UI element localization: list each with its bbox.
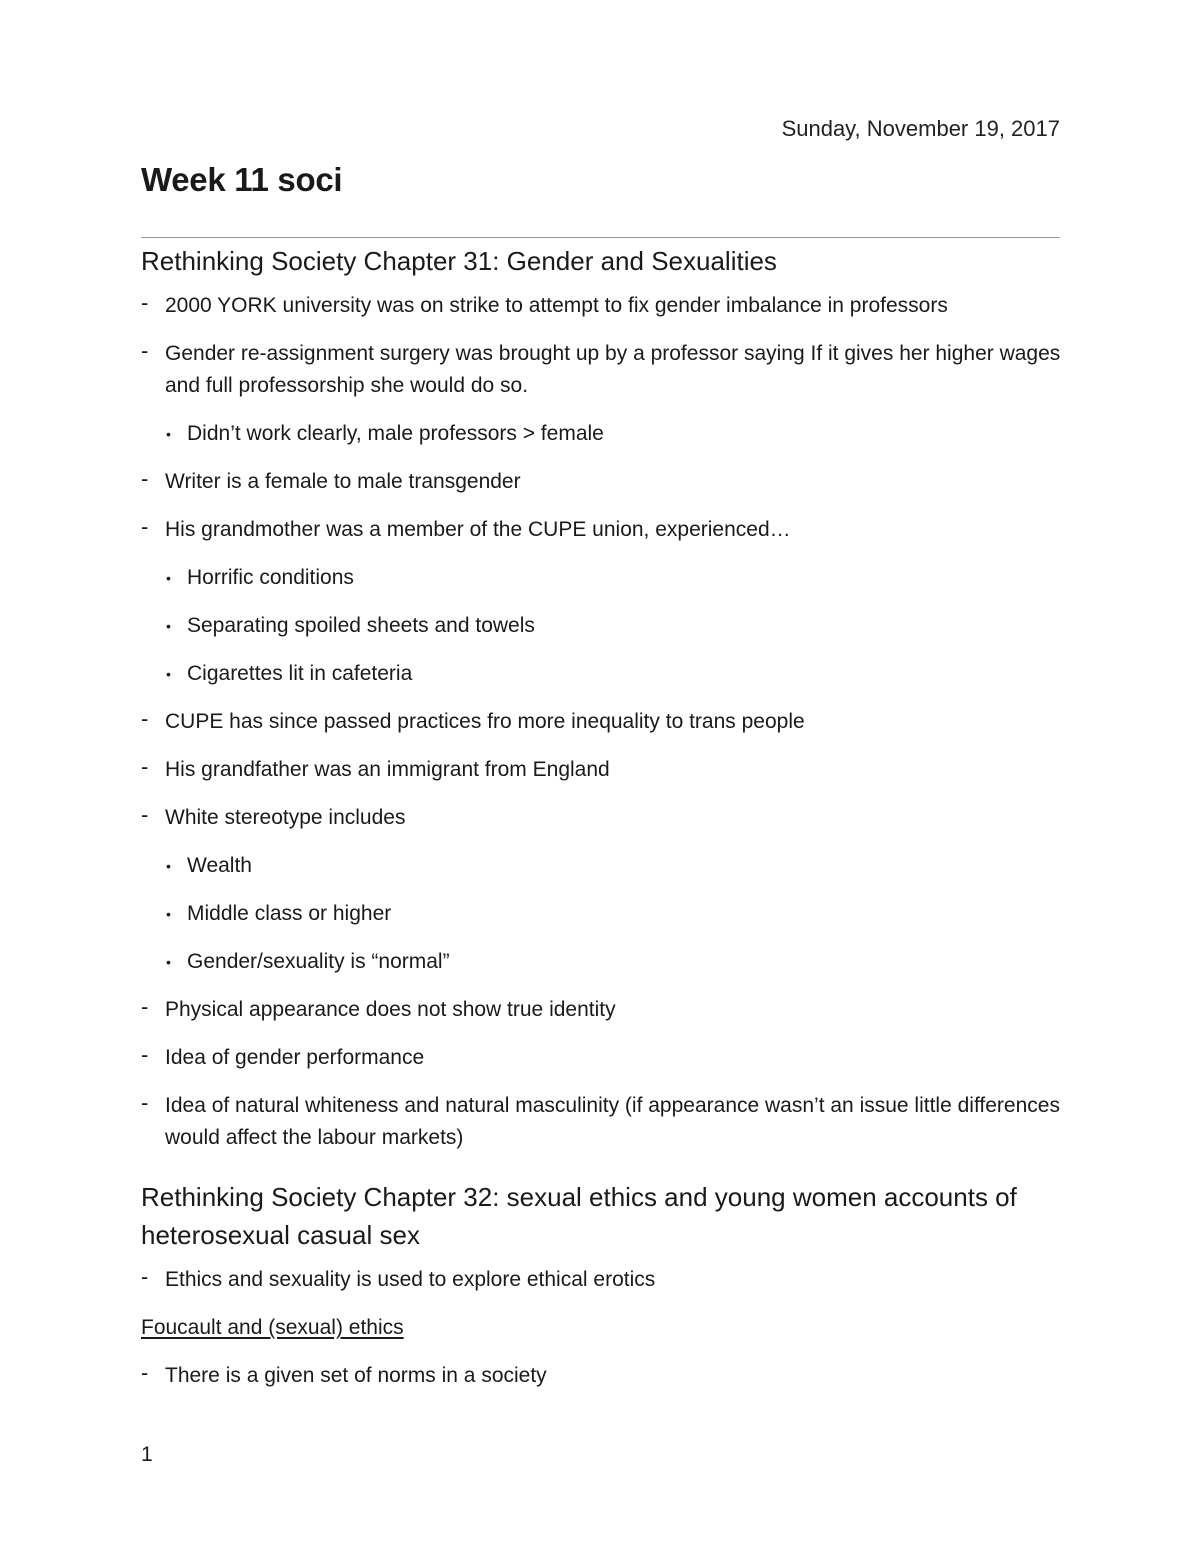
document-date: Sunday, November 19, 2017 [781,116,1060,141]
bullet-marker: • [166,426,171,442]
list-item [141,1090,1061,1154]
sub-list-item-text: Horrific conditions [187,566,354,589]
section2-list [141,1264,1061,1296]
list-item [141,1360,1061,1392]
section-heading: Rethinking Society Chapter 32: sexual ethics and young women accounts of heterosexual casual sex [141,1182,1017,1250]
sub-list-item-text: Separating spoiled sheets and towels [187,614,535,637]
list-item [141,1264,1061,1296]
subsection-heading: Foucault and (sexual) ethics [141,1316,404,1339]
section-heading: Rethinking Society Chapter 31: Gender and Sexualities [141,246,777,276]
section2-sublist [141,1360,1061,1392]
bullet-marker: • [166,666,171,682]
sub-list-item [141,850,1061,882]
list-item [141,706,1061,738]
list-item-text: His grandfather was an immigrant from England [165,758,610,781]
page-number: 1 [141,1443,153,1466]
list-item-text: 2000 YORK university was on strike to attempt to fix gender imbalance in professors [165,294,948,317]
sub-list-item-text: Gender/sexuality is “normal” [187,950,450,973]
sub-list-item [141,418,1061,450]
document-title: Week 11 soci [141,161,343,198]
list-item-text: Ethics and sexuality is used to explore ethical erotics [165,1268,656,1291]
list-item-text: Writer is a female to male transgender [165,470,521,493]
sub-list-item [141,658,1061,690]
dash-marker: - [141,754,149,779]
list-item-text: Idea of natural whiteness and natural masculinity (if appearance wasn’t an issue little differences would affect the labour markets) [165,1094,1060,1149]
list-item-text: CUPE has since passed practices fro more inequality to trans people [165,710,805,733]
list-item-text: Physical appearance does not show true identity [165,998,616,1021]
dash-marker: - [141,338,149,363]
sub-list-item-text: Cigarettes lit in cafeteria [187,662,413,685]
dash-marker: - [141,466,149,491]
dash-marker: - [141,514,149,539]
list-item [141,994,1061,1026]
bullet-marker: • [166,570,171,586]
list-item [141,290,1061,322]
list-item-text: His grandmother was a member of the CUPE union, experienced… [165,518,791,541]
dash-marker: - [141,1264,149,1289]
section1-list [141,290,1061,1154]
list-item [141,802,1061,834]
bullet-marker: • [166,906,171,922]
sub-list-item [141,946,1061,978]
dash-marker: - [141,994,149,1019]
list-item-text: Gender re-assignment surgery was brought up by a professor saying If it gives her higher wages and full professorship she would do so. [165,342,1061,397]
dash-marker: - [141,802,149,827]
bullet-marker: • [166,858,171,874]
sub-list-item [141,610,1061,642]
bullet-marker: • [166,954,171,970]
list-item [141,1042,1061,1074]
dash-marker: - [141,706,149,731]
list-item-text: There is a given set of norms in a society [165,1364,547,1387]
dash-marker: - [141,1042,149,1067]
list-item [141,754,1061,786]
list-item [141,514,1061,546]
sub-list-item-text: Wealth [187,854,252,877]
document-body [141,238,1061,1392]
sub-list-item-text: Didn’t work clearly, male professors > female [187,422,604,445]
list-item-text: White stereotype includes [165,806,406,829]
dash-marker: - [141,1090,149,1115]
list-item [141,338,1061,402]
list-item-text: Idea of gender performance [165,1046,425,1069]
sub-list-item [141,898,1061,930]
dash-marker: - [141,290,149,315]
bullet-marker: • [166,618,171,634]
list-item [141,466,1061,498]
sub-list-item-text: Middle class or higher [187,902,392,925]
sub-list-item [141,562,1061,594]
dash-marker: - [141,1360,149,1385]
